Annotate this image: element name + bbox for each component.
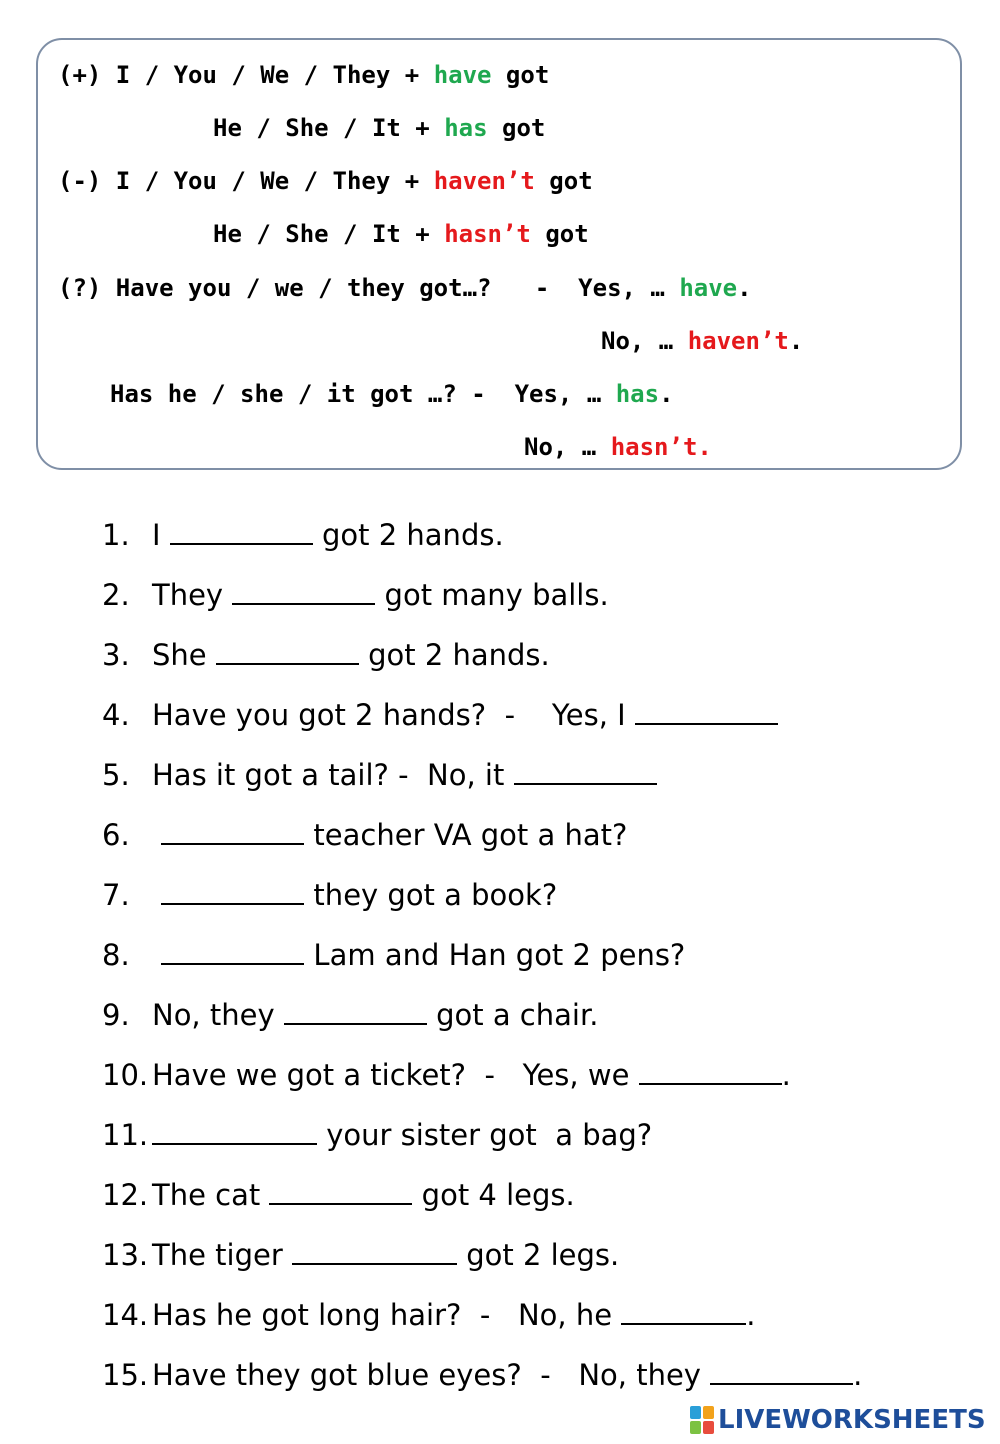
exercise-text: Has it got a tail? - No, it — [152, 758, 514, 792]
rule-negative-plural — [58, 166, 593, 196]
exercise-text: got many balls. — [375, 578, 609, 612]
exercise-item — [102, 1235, 619, 1275]
exercise-number: 14. — [102, 1298, 149, 1332]
exercise-number: 7. — [102, 878, 130, 912]
exercise-text: Has he got long hair? - No, he — [152, 1298, 622, 1332]
exercise-number: 9. — [102, 998, 130, 1032]
exercise-text: They — [152, 578, 233, 612]
exercise-item — [102, 575, 609, 615]
exercise-text: got a chair. — [426, 998, 599, 1032]
rule-text: got — [491, 61, 550, 89]
exercise-item — [102, 1055, 791, 1095]
exercise-number: 6. — [102, 818, 130, 852]
rule-negative-singular — [213, 219, 589, 249]
exercise-text — [152, 878, 161, 912]
exercise-text: Have we got a ticket? - Yes, we — [152, 1058, 639, 1092]
exercise-text: they got a book? — [304, 878, 558, 912]
answer-blank[interactable] — [621, 1297, 746, 1325]
rule-text: . — [659, 380, 674, 408]
liveworksheets-logo — [690, 1402, 986, 1438]
rule-text: Has he / she / it got …? - Yes, … — [110, 380, 616, 408]
exercise-item — [102, 695, 778, 735]
rule-verb: have — [433, 61, 492, 89]
exercise-text — [152, 818, 161, 852]
exercise-text: The tiger — [152, 1238, 292, 1272]
exercise-number: 4. — [102, 698, 130, 732]
rule-text: No, … — [524, 433, 611, 461]
answer-blank[interactable] — [635, 697, 778, 725]
exercise-item — [102, 815, 627, 855]
exercise-item — [102, 875, 557, 915]
rule-verb: has — [444, 114, 488, 142]
rule-question-plural-yes — [58, 273, 752, 303]
exercise-text: got 2 hands. — [312, 518, 504, 552]
exercise-item — [102, 1355, 862, 1395]
exercise-item — [102, 1115, 652, 1155]
exercise-text: your sister got a bag? — [317, 1118, 653, 1152]
rule-verb: haven’t — [433, 167, 535, 195]
rule-verb: hasn’t — [444, 220, 531, 248]
answer-blank[interactable] — [161, 817, 304, 845]
answer-blank[interactable] — [232, 577, 375, 605]
exercise-text: I — [152, 518, 170, 552]
exercise-text: Have they got blue eyes? - No, they — [152, 1358, 711, 1392]
rule-text: (+) I / You / We / They + — [58, 61, 434, 89]
exercise-number: 12. — [102, 1178, 149, 1212]
answer-blank[interactable] — [161, 877, 304, 905]
rule-text: (-) I / You / We / They + — [58, 167, 434, 195]
logo-square — [703, 1406, 714, 1419]
exercise-item — [102, 935, 685, 975]
exercise-item — [102, 1175, 575, 1215]
exercise-item — [102, 635, 550, 675]
answer-blank[interactable] — [269, 1177, 412, 1205]
answer-blank[interactable] — [639, 1057, 782, 1085]
exercise-number: 1. — [102, 518, 130, 552]
logo-square — [690, 1406, 701, 1419]
exercise-number: 15. — [102, 1358, 149, 1392]
exercise-number: 3. — [102, 638, 130, 672]
exercise-text: got 2 legs. — [456, 1238, 620, 1272]
rule-text: got — [530, 220, 589, 248]
rule-verb: has — [615, 380, 660, 408]
logo-square — [690, 1421, 701, 1434]
exercise-item — [102, 995, 598, 1035]
exercise-text: She — [152, 638, 216, 672]
answer-blank[interactable] — [514, 757, 657, 785]
exercise-number: 2. — [102, 578, 130, 612]
rule-question-singular-no — [524, 432, 712, 462]
rule-verb: hasn’t. — [610, 433, 712, 461]
rule-question-singular-yes — [110, 379, 674, 409]
rule-question-plural-no — [601, 326, 803, 356]
exercise-item — [102, 1295, 756, 1335]
exercise-text: The cat — [152, 1178, 270, 1212]
rule-verb: have — [679, 274, 738, 302]
rule-positive-singular — [213, 113, 545, 143]
exercise-text: . — [746, 1298, 756, 1332]
exercise-text: . — [781, 1058, 791, 1092]
rule-text: . — [737, 274, 752, 302]
logo-square — [703, 1421, 714, 1434]
answer-blank[interactable] — [292, 1237, 457, 1265]
answer-blank[interactable] — [152, 1117, 317, 1145]
rule-positive-plural — [58, 60, 549, 90]
rule-text: got — [487, 114, 546, 142]
rule-verb: haven’t — [687, 327, 789, 355]
exercise-number: 11. — [102, 1118, 149, 1152]
answer-blank[interactable] — [216, 637, 359, 665]
rule-text: (?) Have you / we / they got…? - Yes, … — [58, 274, 680, 302]
rule-text: He / She / It + — [213, 220, 445, 248]
rule-text: got — [534, 167, 593, 195]
exercise-number: 13. — [102, 1238, 149, 1272]
exercise-text: . — [853, 1358, 863, 1392]
exercise-text: got 4 legs. — [412, 1178, 575, 1212]
exercise-text: teacher VA got a hat? — [304, 818, 628, 852]
answer-blank[interactable] — [710, 1357, 853, 1385]
exercise-number: 10. — [102, 1058, 149, 1092]
logo-mark-icon — [690, 1406, 714, 1434]
exercise-text: Have you got 2 hands? - Yes, I — [152, 698, 635, 732]
exercise-number: 8. — [102, 938, 130, 972]
rule-text: . — [788, 327, 804, 355]
exercise-item — [102, 755, 657, 795]
exercise-text: Lam and Han got 2 pens? — [304, 938, 686, 972]
exercise-number: 5. — [102, 758, 130, 792]
exercise-text: No, they — [152, 998, 284, 1032]
rule-text: No, … — [601, 327, 688, 355]
answer-blank[interactable] — [161, 937, 304, 965]
exercise-text — [152, 938, 161, 972]
exercise-item — [102, 515, 504, 555]
logo-text: LIVEWORKSHEETS — [718, 1405, 986, 1435]
rule-text: He / She / It + — [213, 114, 445, 142]
answer-blank[interactable] — [170, 517, 313, 545]
exercise-text: got 2 hands. — [358, 638, 550, 672]
answer-blank[interactable] — [284, 997, 427, 1025]
